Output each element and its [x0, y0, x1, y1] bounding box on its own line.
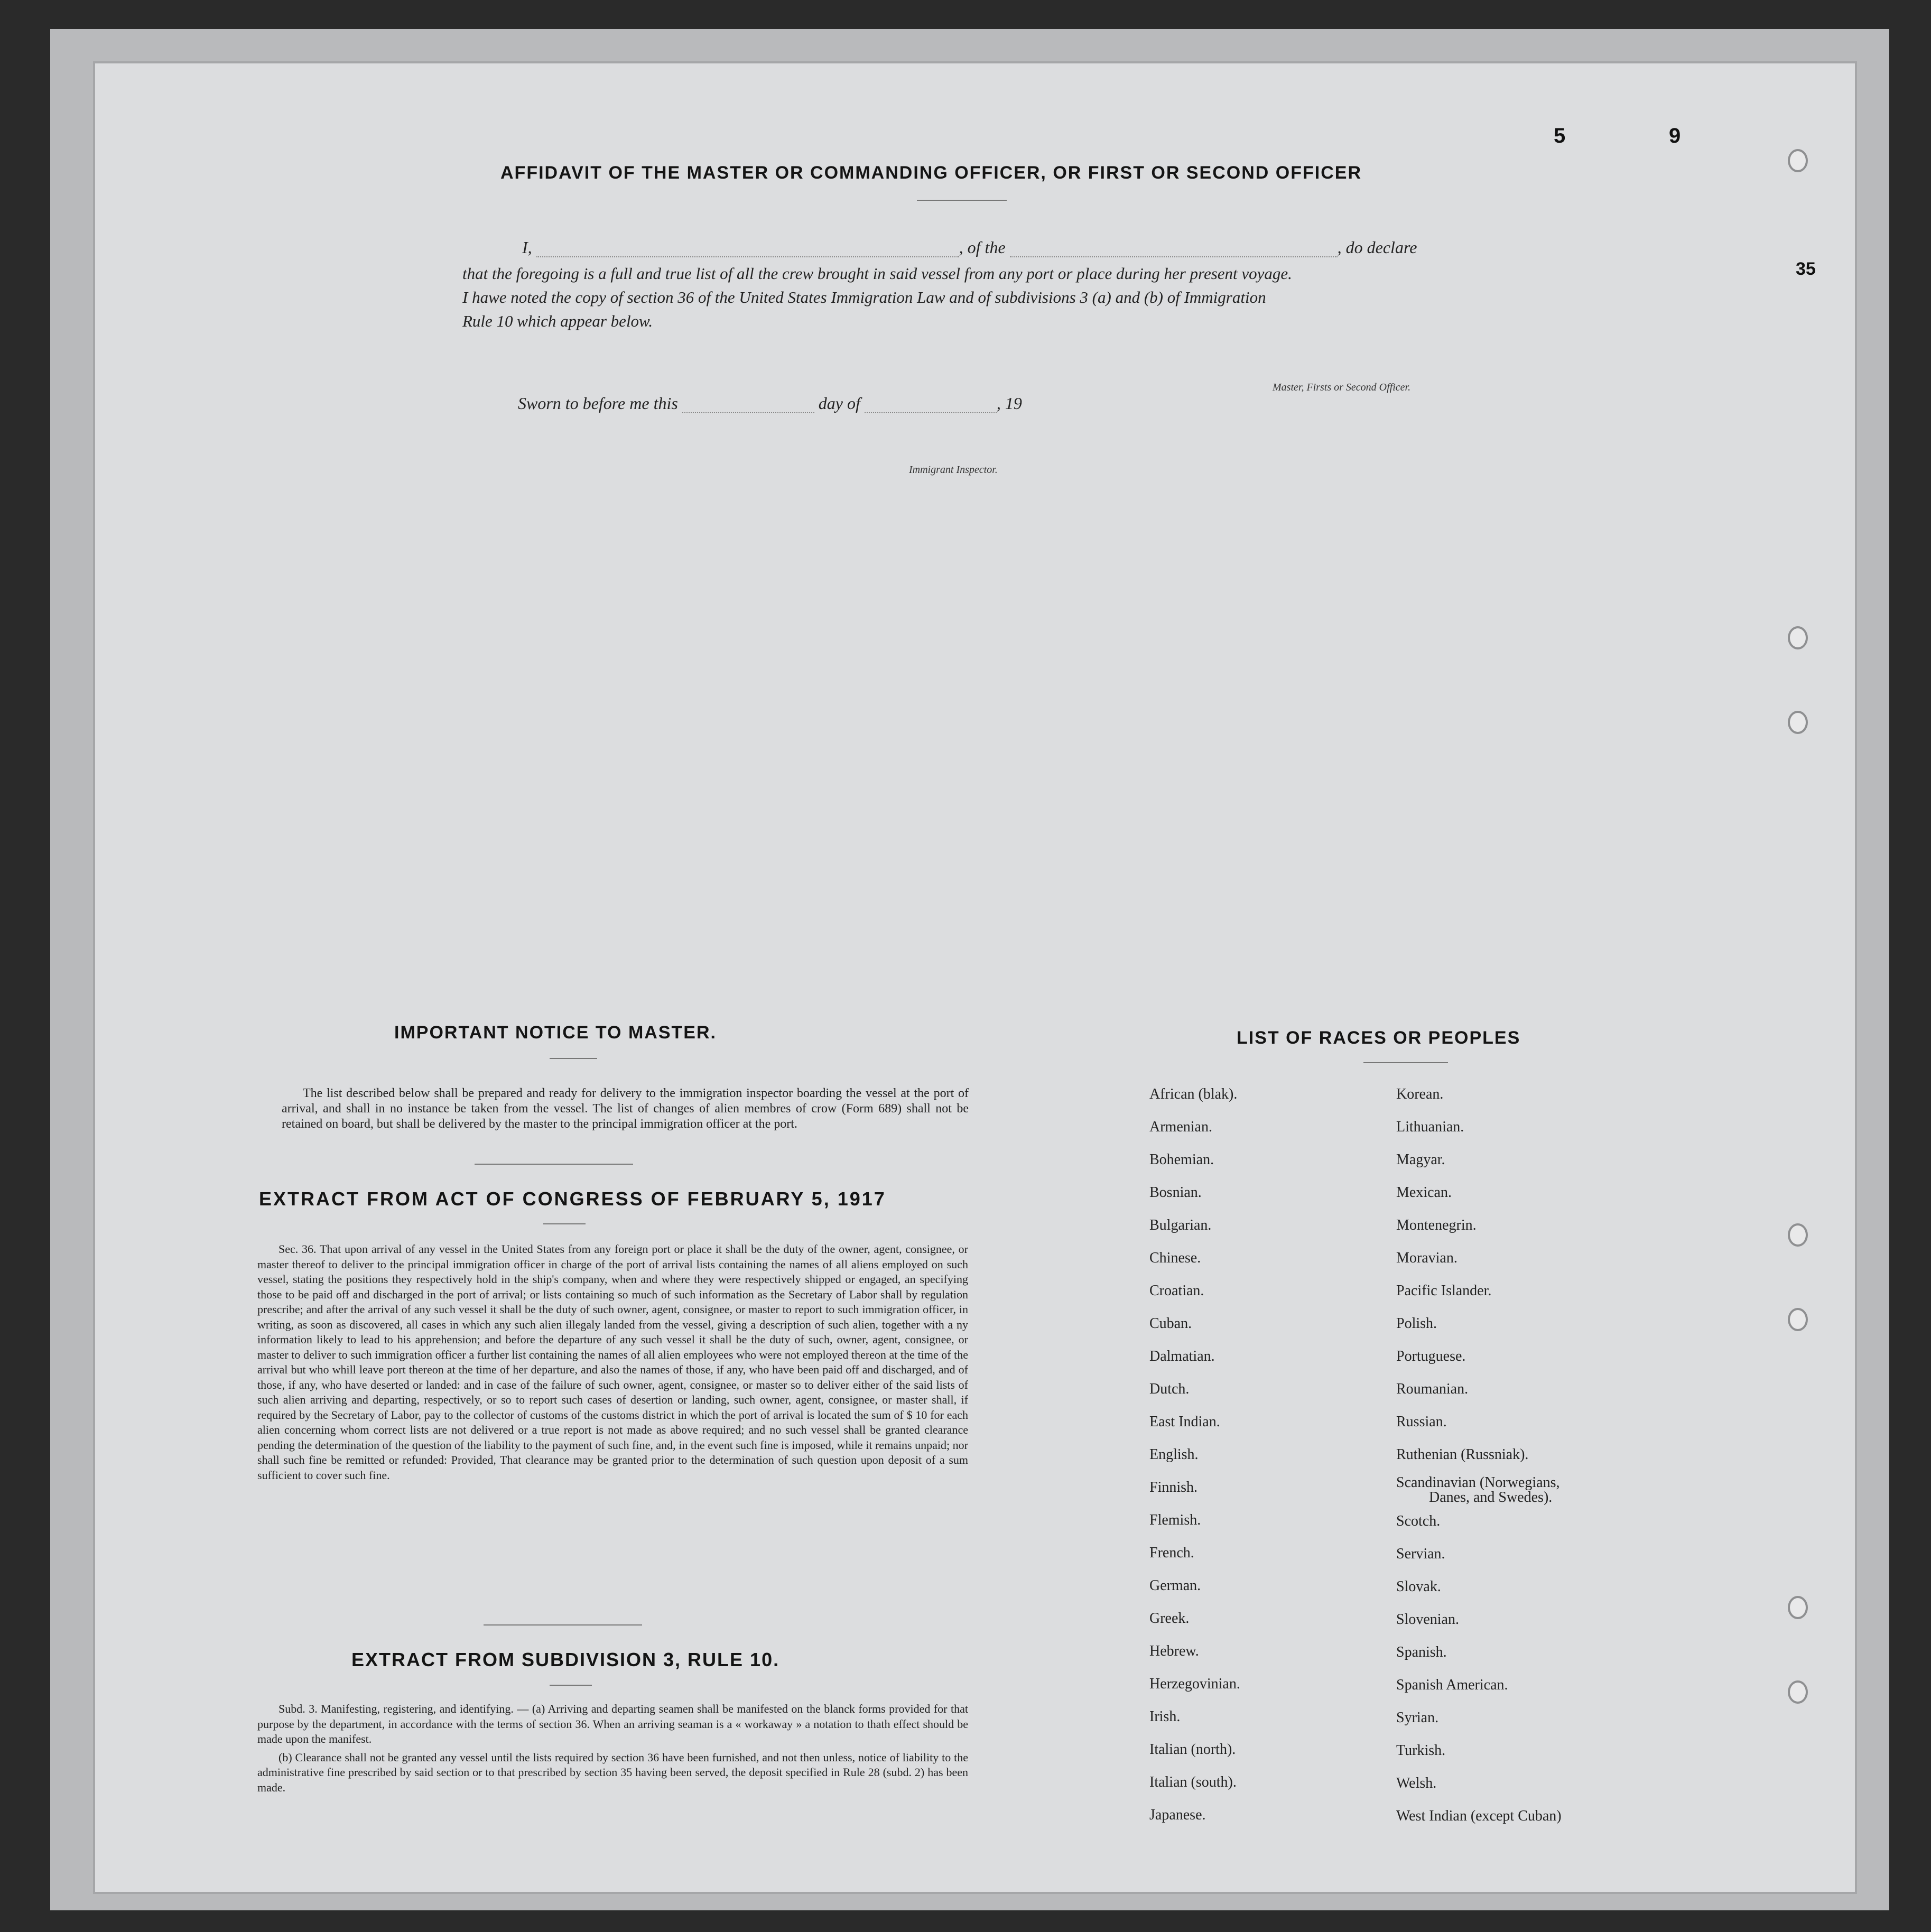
race-item: Pacific Islander.: [1396, 1283, 1492, 1299]
act-extract-text: [257, 1242, 968, 1486]
race-item: Croatian.: [1149, 1283, 1204, 1299]
vessel-label: , of the: [959, 238, 1006, 257]
race-item: Dalmatian.: [1149, 1348, 1215, 1364]
race-item: Polish.: [1396, 1315, 1437, 1332]
race-item: Servian.: [1396, 1546, 1445, 1562]
race-item: Italian (south).: [1149, 1774, 1237, 1790]
sworn-year-label: , 19: [996, 394, 1022, 413]
race-item: East Indian.: [1149, 1414, 1220, 1430]
binder-hole: [1788, 1223, 1808, 1247]
sworn-day-of-label: day of: [818, 394, 860, 413]
inspector-label: Immigrant Inspector.: [909, 464, 998, 476]
race-item-continuation: Danes, and Swedes).: [1429, 1489, 1553, 1506]
race-item: Chinese.: [1149, 1250, 1201, 1266]
binder-hole: [1788, 711, 1808, 734]
race-item: Moravian.: [1396, 1250, 1457, 1266]
page-mark-side: 35: [1796, 259, 1816, 279]
race-item: Spanish American.: [1396, 1677, 1508, 1693]
race-item: Japanese.: [1149, 1807, 1206, 1823]
race-item: Flemish.: [1149, 1512, 1201, 1528]
affidavit-line-2: that the foregoing is a full and true list of all the crew brought in said vessel from any port or place during her present voyage.: [462, 264, 1292, 283]
race-item: Bohemian.: [1149, 1151, 1214, 1168]
binder-hole: [1788, 626, 1808, 649]
binder-hole: [1788, 1596, 1808, 1619]
rule-paragraph-b: (b) Clearance shall not be granted any vessel until the lists required by section 36 have been furnished, and not then unless, notice of liability to the administrative fine prescribed by said section or to that prescribed by section 35 having been served, the deposit specified in Rule 28 (subd. 2) has been made.: [257, 1750, 968, 1794]
divider: [475, 1164, 633, 1165]
race-item: Bulgarian.: [1149, 1217, 1212, 1233]
sworn-month-field[interactable]: [865, 412, 997, 413]
race-item: Italian (north).: [1149, 1741, 1236, 1758]
race-item: West Indian (except Cuban): [1396, 1808, 1562, 1824]
race-item: Portuguese.: [1396, 1348, 1466, 1364]
race-item: Slovenian.: [1396, 1611, 1459, 1628]
race-item: Spanish.: [1396, 1644, 1447, 1660]
act-paragraph: Sec. 36. That upon arrival of any vessel in the United States from any foreign port or place it shall be the duty of the owner, agent, consignee, or master thereof to deliver to the principal immigration officer in charge of the port of arrival lists containing the names of all aliens employed on such vessel, stating the positions they respectively hold in the ship's company, when and where they were respectively shipped or engaged, an specifying those to be paid off and discharged in the port of arrival; or lists containing so much of such information as the Secretary of Labor shall by regulation prescribe; and after the arrival of any such vessel it shall be the duty of such owner, agent, consignee, or master to report to such immigration officer, in writing, as soon as discovered, all cases in which any such alien illegaly landed from the vessel, giving a description of such alien, together with a ny information likely to lead to his apprehension; and before the departure of any such vessel it shall be the duty of such, owner, agent, consignee, or master to deliver to such immigration officer a further list containing the names of all alien employees who were not employed thereon at the time of the arrival but who whill leave port thereon at the time of her departure, and also the names of those, if any, who have been paid off and discharged, and of those, if any, who have deserted or landed: and in case of the failure of such owner, agent, consignee, or master so to deliver either of the said lists of such alien arriving and departing, respectively, or so to report such cases of desertion or landing, such owner, agent, consignee, or master shall, if required by the Secretary of Labor, pay to the collector of customs of the customs district in which the port of arrival is located the sum of $ 10 for each alien concerning whom correct lists are not delivered or a true report is not made as above required; and no such vessel shall be granted clearance pending the determination of the question of the liability to the payment of such fine, and, in the event such fine is imposed, while it remains unpaid; nor shall such fine be remitted or refunded: Provided, That clearance may be granted prior to the determination of such question upon deposit of a sum sufficient to cover such fine.: [257, 1242, 968, 1482]
sworn-label: Sworn to before me this: [518, 394, 678, 413]
race-item: Roumanian.: [1396, 1381, 1469, 1397]
race-item: Montenegrin.: [1396, 1217, 1477, 1233]
affidavit-line-1: [522, 238, 1555, 257]
race-item: Scotch.: [1396, 1513, 1441, 1529]
race-item: Magyar.: [1396, 1151, 1445, 1168]
binder-hole: [1788, 1308, 1808, 1331]
race-item: Bosnian.: [1149, 1184, 1202, 1201]
divider: [550, 1058, 597, 1059]
race-item: English.: [1149, 1446, 1199, 1463]
race-item: Turkish.: [1396, 1742, 1446, 1759]
race-item: Irish.: [1149, 1708, 1181, 1725]
notice-text: [282, 1086, 969, 1135]
race-item: Lithuanian.: [1396, 1119, 1464, 1135]
rule-paragraph-a: Subd. 3. Manifesting, registering, and identifying. — (a) Arriving and departing seamen shall be manifested on the blanck forms provided for that purpose by the department, in accordance with the terms of section 36. When an arriving seaman is a « workaway » a notation to thath effect should be made upon the manifest.: [257, 1702, 968, 1745]
race-item: Hebrew.: [1149, 1643, 1199, 1659]
affidavit-title: AFFIDAVIT OF THE MASTER OR COMMANDING OFFICER, OR FIRST OR SECOND OFFICER: [500, 163, 1362, 183]
divider: [1363, 1062, 1448, 1063]
declarant-name-field[interactable]: [536, 256, 959, 257]
sworn-day-field[interactable]: [682, 412, 814, 413]
divider: [550, 1685, 592, 1686]
race-item: Scandinavian (Norwegians,: [1396, 1474, 1560, 1491]
divider: [543, 1223, 586, 1224]
binder-hole: [1788, 149, 1808, 172]
declarant-label: I,: [522, 238, 532, 257]
races-title: LIST OF RACES OR PEOPLES: [1237, 1028, 1521, 1048]
race-item: Dutch.: [1149, 1381, 1190, 1397]
rule-extract-text: [257, 1702, 968, 1798]
race-item: Slovak.: [1396, 1578, 1441, 1595]
declare-label: , do declare: [1337, 238, 1417, 257]
race-item: French.: [1149, 1545, 1194, 1561]
binder-hole: [1788, 1680, 1808, 1704]
divider: [917, 200, 1007, 201]
vessel-name-field[interactable]: [1010, 256, 1338, 257]
race-item: Syrian.: [1396, 1710, 1439, 1726]
race-item: African (blak).: [1149, 1086, 1238, 1102]
race-item: Cuban.: [1149, 1315, 1192, 1332]
race-item: Finnish.: [1149, 1479, 1198, 1496]
race-item: Greek.: [1149, 1610, 1190, 1627]
affidavit-line-4: Rule 10 which appear below.: [462, 312, 653, 330]
race-item: Herzegovinian.: [1149, 1676, 1240, 1692]
rule-extract-title: EXTRACT FROM SUBDIVISION 3, RULE 10.: [351, 1649, 780, 1670]
race-item: Russian.: [1396, 1414, 1447, 1430]
race-item: German.: [1149, 1577, 1201, 1594]
page-mark-right: 9: [1669, 124, 1681, 147]
signature-label: Master, Firsts or Second Officer.: [1273, 382, 1411, 393]
document-page: [95, 63, 1855, 1892]
notice-title: IMPORTANT NOTICE TO MASTER.: [394, 1023, 717, 1043]
sworn-line: [518, 394, 1022, 413]
page-mark-left: 5: [1554, 124, 1566, 147]
race-item: Ruthenian (Russniak).: [1396, 1446, 1529, 1463]
race-item: Mexican.: [1396, 1184, 1452, 1201]
race-item: Welsh.: [1396, 1775, 1437, 1791]
race-item: Korean.: [1396, 1086, 1444, 1102]
notice-paragraph: The list described below shall be prepared and ready for delivery to the immigration inspector boarding the vessel at the port of arrival, and shall in no instance be taken from the vessel. The list of changes of alien membres of crow (Form 689) shall not be retained on board, but shall be delivered by the master to the principal immigration officer at the port.: [282, 1086, 969, 1131]
divider: [484, 1624, 642, 1626]
race-item: Armenian.: [1149, 1119, 1212, 1135]
act-extract-title: EXTRACT FROM ACT OF CONGRESS OF FEBRUARY 5, 1917: [259, 1188, 886, 1210]
affidavit-line-3: I hawe noted the copy of section 36 of the United States Immigration Law and of subdivisions 3 (a) and (b) of Immigration: [462, 288, 1266, 306]
